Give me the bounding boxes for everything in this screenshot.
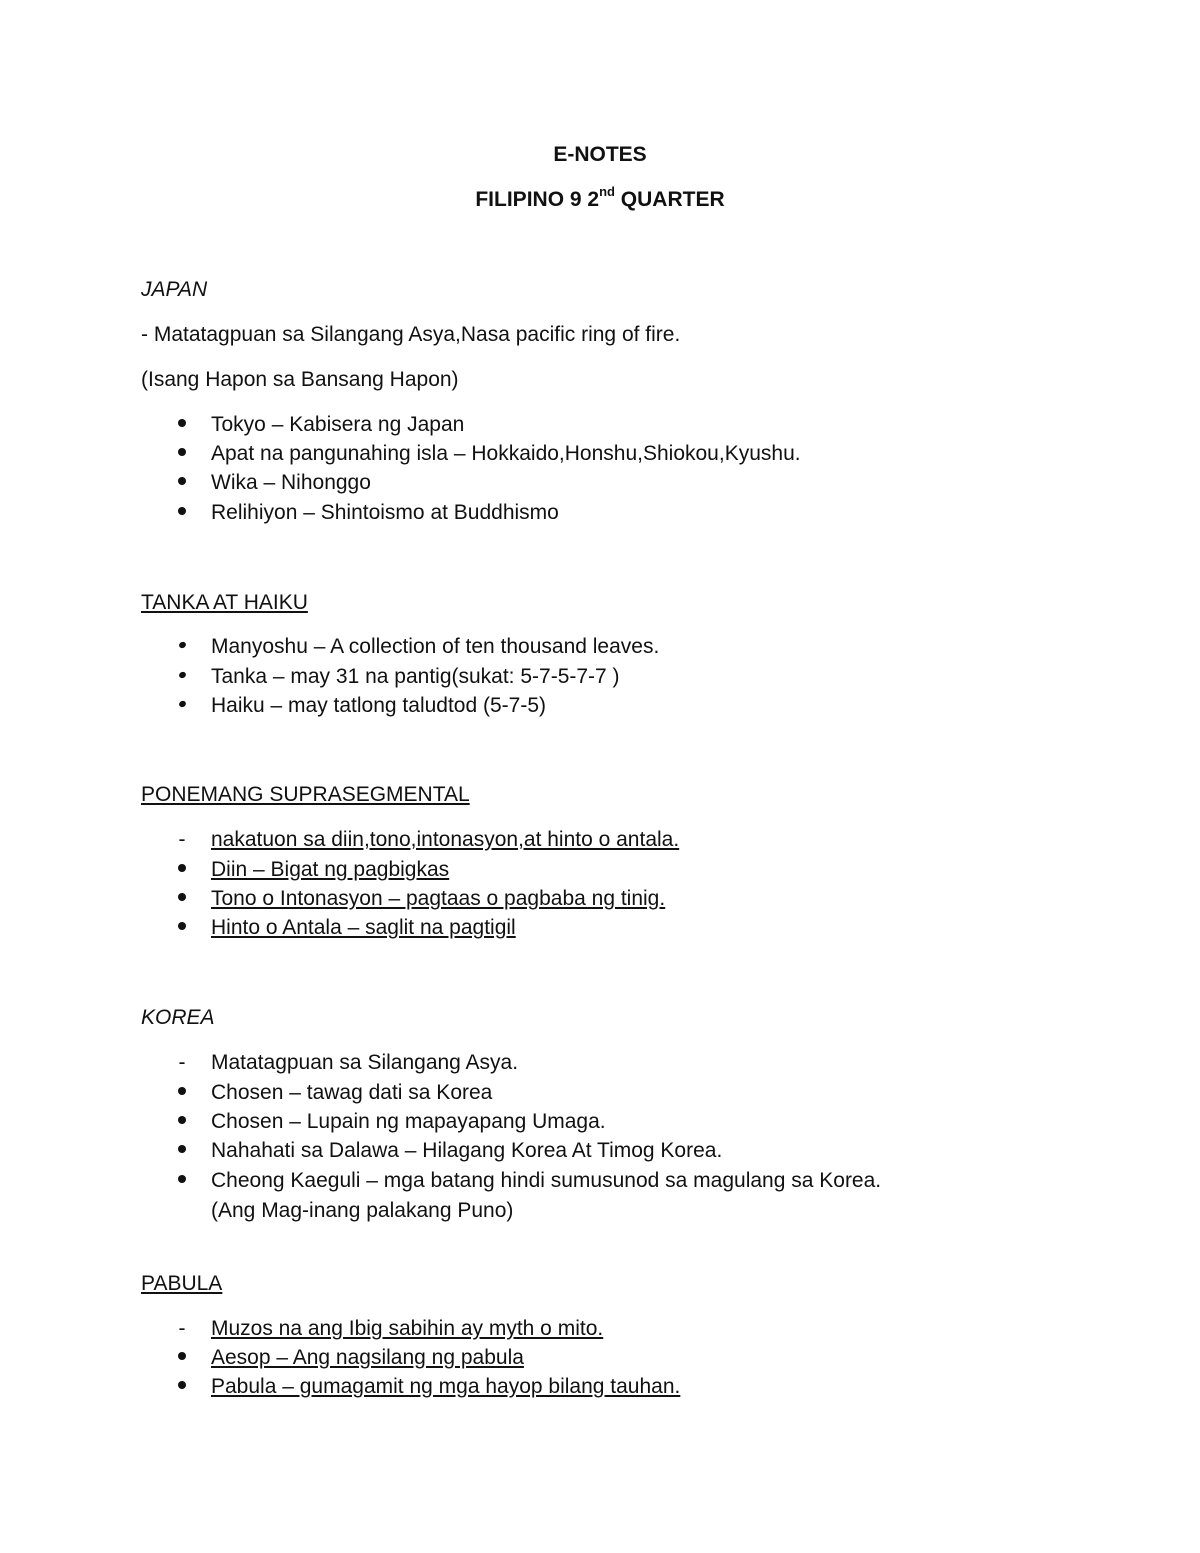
- ponema-heading: PONEMANG SUPRASEGMENTAL: [141, 783, 470, 806]
- list-item: Muzos na ang Ibig sabihin ay myth o mito.: [211, 1317, 604, 1340]
- bullet-icon: [172, 1139, 192, 1163]
- list-item: Chosen – Lupain ng mapayapang Umaga.: [211, 1110, 606, 1133]
- bullet-icon: [172, 442, 192, 466]
- list-item: Haiku – may tatlong taludtod (5-7-5): [211, 694, 547, 717]
- bullet-icon: [172, 694, 192, 718]
- list-item: Aesop – Ang nagsilang ng pabula: [211, 1346, 524, 1369]
- tanka-heading: TANKA AT HAIKU: [141, 591, 308, 614]
- list-item: Wika – Nihonggo: [211, 471, 371, 494]
- bullet-icon: [172, 1110, 192, 1134]
- japan-heading: JAPAN: [141, 278, 208, 301]
- bullet-icon: [172, 1081, 192, 1105]
- list-item-continuation: (Ang Mag-inang palakang Puno): [211, 1199, 514, 1222]
- bullet-icon: [172, 1346, 192, 1370]
- subtitle-suffix: QUARTER: [614, 188, 725, 211]
- list-item: Apat na pangunahing isla – Hokkaido,Honshu,Shiokou,Kyushu.: [211, 442, 801, 465]
- dash-marker: -: [178, 1317, 186, 1340]
- korea-heading: KOREA: [141, 1006, 215, 1029]
- bullet-icon: [172, 665, 192, 689]
- pabula-heading: PABULA: [141, 1272, 223, 1295]
- japan-description: - Matatagpuan sa Silangang Asya,Nasa pacific ring of fire.: [141, 323, 681, 346]
- dash-marker: -: [178, 1051, 186, 1074]
- japan-note: (Isang Hapon sa Bansang Hapon): [141, 368, 459, 391]
- list-item: Cheong Kaeguli – mga batang hindi sumusunod sa magulang sa Korea.: [211, 1169, 882, 1192]
- document-subtitle: [0, 184, 1200, 212]
- dash-marker: -: [178, 828, 186, 851]
- list-item: Pabula – gumagamit ng mga hayop bilang tauhan.: [211, 1375, 681, 1398]
- list-item: Manyoshu – A collection of ten thousand leaves.: [211, 635, 660, 658]
- subtitle-superscript: nd: [599, 184, 615, 199]
- list-item: Matatagpuan sa Silangang Asya.: [211, 1051, 519, 1074]
- list-item: Diin – Bigat ng pagbigkas: [211, 858, 450, 881]
- list-item: Relihiyon – Shintoismo at Buddhismo: [211, 501, 559, 524]
- list-item: nakatuon sa diin,tono,intonasyon,at hinto o antala.: [211, 828, 680, 851]
- bullet-icon: [172, 916, 192, 940]
- bullet-icon: [172, 635, 192, 659]
- bullet-icon: [172, 413, 192, 437]
- document-title: E-NOTES: [553, 143, 647, 166]
- list-item: Nahahati sa Dalawa – Hilagang Korea At Timog Korea.: [211, 1139, 723, 1162]
- list-item: Chosen – tawag dati sa Korea: [211, 1081, 493, 1104]
- bullet-icon: [172, 887, 192, 911]
- bullet-icon: [172, 471, 192, 495]
- list-item: Tokyo – Kabisera ng Japan: [211, 413, 465, 436]
- bullet-icon: [172, 1169, 192, 1193]
- list-item: Tanka – may 31 na pantig(sukat: 5-7-5-7-7 ): [211, 665, 620, 688]
- bullet-icon: [172, 858, 192, 882]
- list-item: Hinto o Antala – saglit na pagtigil: [211, 916, 516, 939]
- bullet-icon: [172, 501, 192, 525]
- subtitle-prefix: FILIPINO 9 2: [475, 188, 600, 211]
- bullet-icon: [172, 1375, 192, 1399]
- list-item: Tono o Intonasyon – pagtaas o pagbaba ng tinig.: [211, 887, 666, 910]
